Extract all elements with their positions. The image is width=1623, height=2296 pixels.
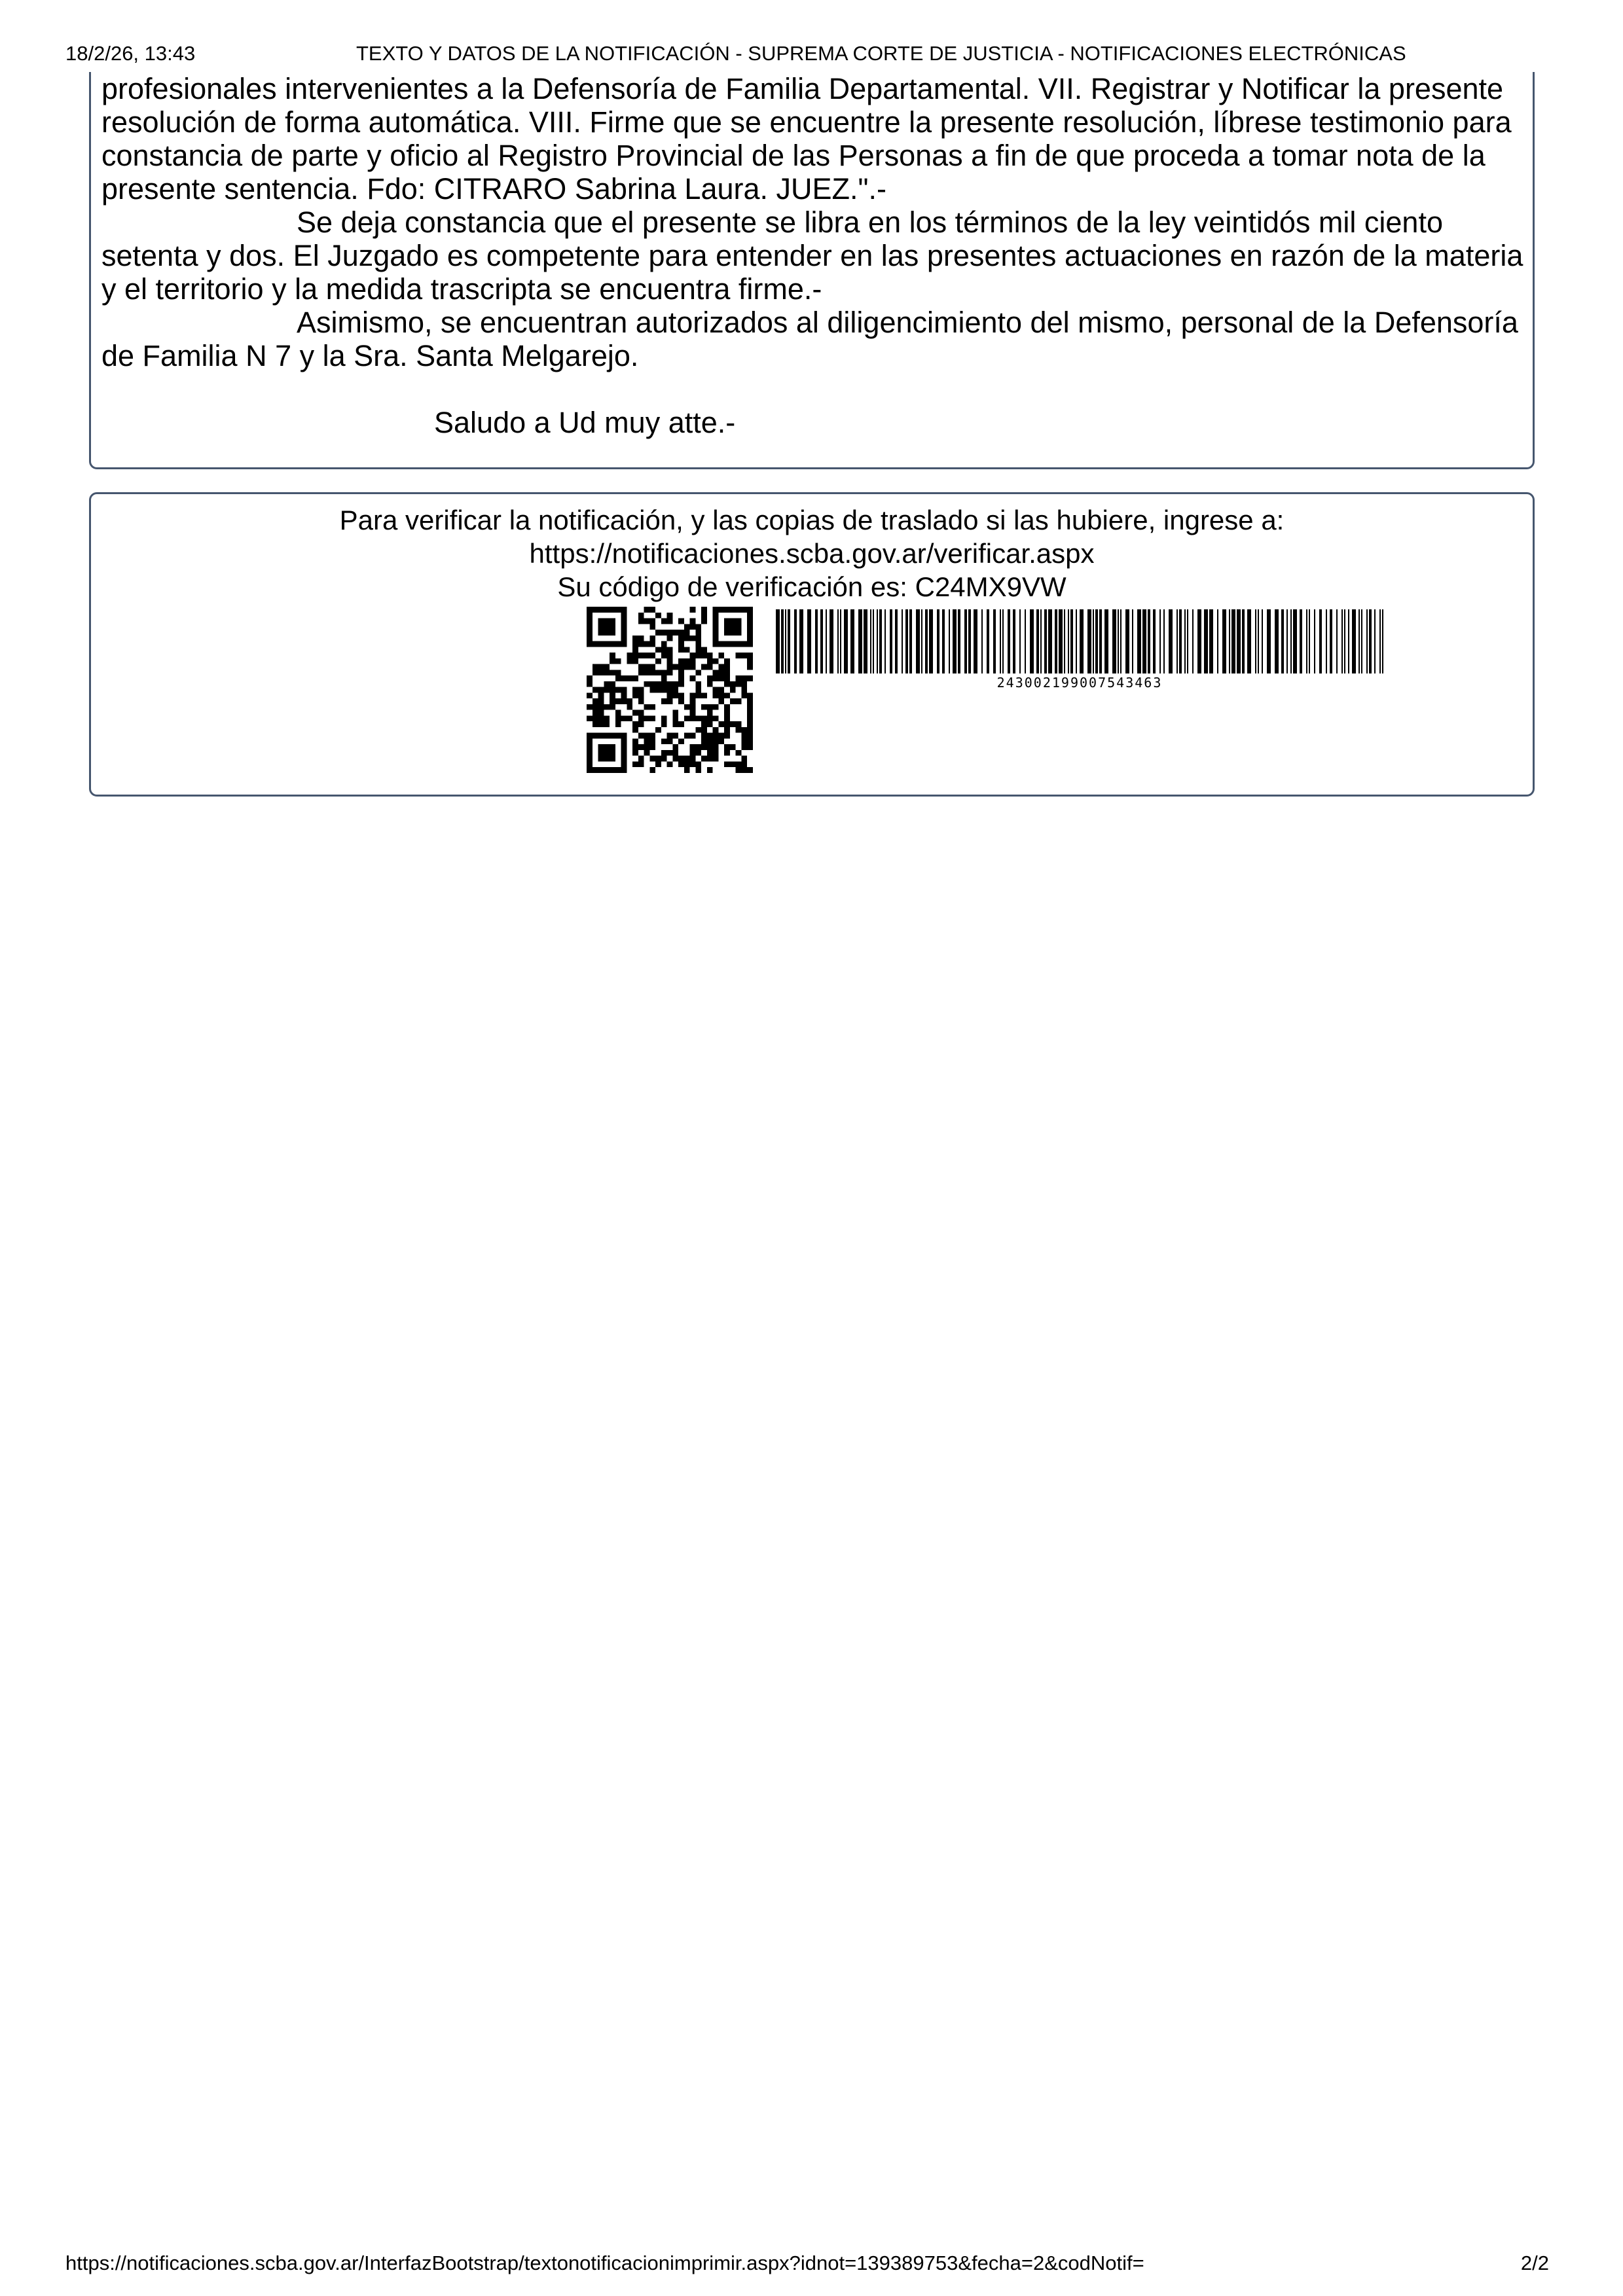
print-title: TEXTO Y DATOS DE LA NOTIFICACIÓN - SUPREMA CORTE DE JUSTICIA - NOTIFICACIONES ELECTRÓNICAS [356,42,1406,65]
barcode-number: 243002199007543463 [996,675,1163,691]
qr-code-icon [587,607,753,773]
verification-code: Su código de verificación es: C24MX9VW [557,571,1067,602]
page-number: 2/2 [1520,2251,1549,2274]
verification-url: https://notificaciones.scba.gov.ar/verificar.aspx [529,538,1095,569]
verification-text [91,503,1533,603]
print-footer [65,2250,1558,2276]
print-header [65,41,1558,67]
print-footer-url: https://notificaciones.scba.gov.ar/InterfazBootstrap/textonotificacionimprimir.aspx?idnot=139389753&fecha=2&codNotif= [65,2251,1144,2274]
print-datetime: 18/2/26, 13:43 [65,42,196,65]
verification-box [89,492,1535,797]
paragraph-constancia: Se deja constancia que el presente se libra en los términos de la ley veintidós mil ciento setenta y dos. El Juzgado es competente para entender en las presentes actuaciones en razón de la materia y el territorio y la medida trascripta se encuentra firme.- [101,206,1523,306]
notification-body-box [89,72,1535,469]
notification-text [101,72,1529,439]
verification-instruction: Para verificar la notificación, y las copias de traslado si las hubiere, ingrese a: [339,505,1285,535]
barcode-icon [776,609,1383,689]
paragraph-autorizados: Asimismo, se encuentran autorizados al diligencimiento del mismo, personal de la Defensoría de Familia N 7 y la Sra. Santa Melgarejo. [101,306,1518,372]
salutation: Saludo a Ud muy atte.- [434,406,736,439]
paragraph-resolution: profesionales intervenientes a la Defensoría de Familia Departamental. VII. Registrar y Notificar la presente resolución de forma automática. VIII. Firme que se encuentre la presente resolución, líbrese testimonio para constancia de parte y oficio al Registro Provincial de las Personas a fin de que proceda a tomar nota de la presente sentencia. Fdo: CITRARO Sabrina Laura. JUEZ.".- [101,72,1512,206]
